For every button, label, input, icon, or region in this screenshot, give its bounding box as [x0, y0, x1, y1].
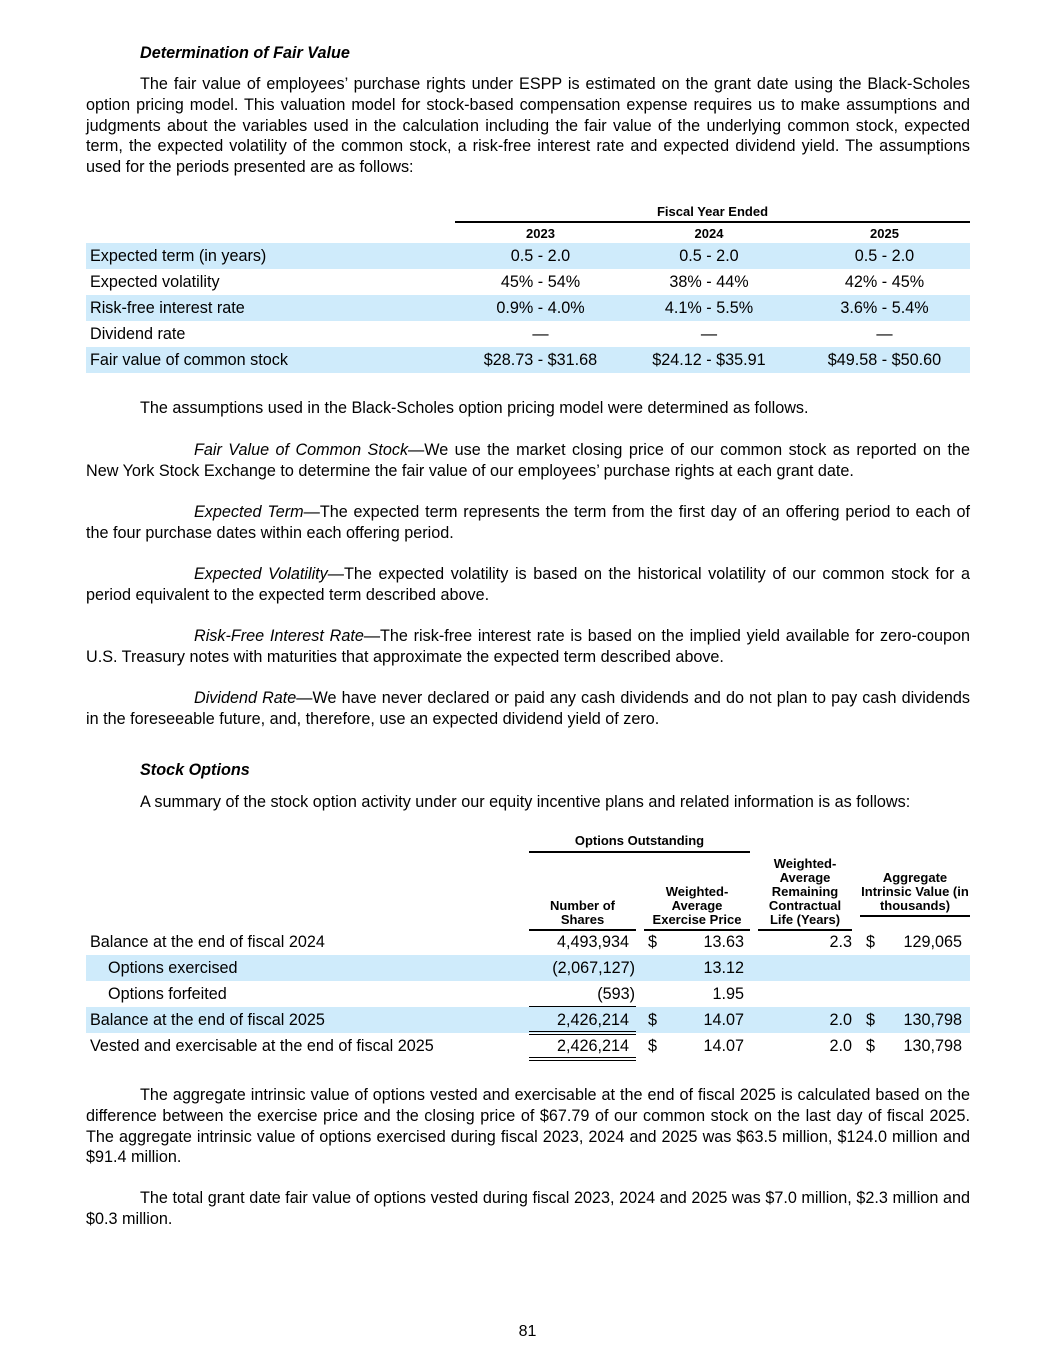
table-row	[86, 243, 970, 269]
life-value: 2.3	[829, 933, 852, 951]
year-header: 2023	[455, 226, 626, 245]
year-header: 2024	[627, 226, 791, 245]
shares-value: 2,426,214	[556, 1037, 629, 1055]
row-label: Risk-free interest rate	[90, 299, 245, 317]
row-label: Options exercised	[108, 959, 238, 977]
shares-value: (2,067,127)	[552, 959, 635, 977]
table-row	[86, 929, 970, 955]
total-double-underline	[529, 1057, 636, 1061]
price-value: 1.95	[712, 985, 744, 1003]
currency-symbol: $	[648, 933, 658, 951]
assumption-term: Risk-Free Interest Rate	[194, 627, 364, 645]
price-value: 14.07	[703, 1037, 744, 1055]
intrinsic-value: 129,065	[903, 933, 962, 951]
cell-value: $49.58 - $50.60	[827, 351, 942, 369]
col-intrinsic-value: Aggregate Intrinsic Value (in thousands)	[860, 871, 970, 917]
cell-value: 0.5 - 2.0	[854, 247, 915, 265]
row-label: Options forfeited	[108, 985, 227, 1003]
table-row	[86, 295, 970, 321]
options-outstanding-header: Options Outstanding	[529, 834, 750, 853]
row-label: Balance at the end of fiscal 2025	[90, 1011, 325, 1029]
page-number: 81	[518, 1323, 537, 1340]
shares-value: 4,493,934	[556, 933, 629, 951]
grant-fair-value-paragraph: The total grant date fair value of options vested during fiscal 2023, 2024 and 2025 was $7.0 million, $2.3 million and $0.3 million.	[86, 1189, 970, 1228]
cell-value: 4.1% - 5.5%	[664, 299, 754, 317]
table-row	[86, 321, 970, 347]
currency-symbol: $	[648, 1037, 658, 1055]
row-label: Vested and exercisable at the end of fiscal 2025	[90, 1037, 434, 1055]
cell-value: —	[700, 325, 718, 343]
currency-symbol: $	[648, 1011, 658, 1029]
currency-symbol: $	[866, 1037, 876, 1055]
year-header: 2025	[799, 226, 970, 245]
fair-value-heading: Determination of Fair Value	[140, 44, 350, 62]
shares-value: (593)	[597, 985, 635, 1003]
stock-options-heading: Stock Options	[140, 761, 250, 779]
row-label: Balance at the end of fiscal 2024	[90, 933, 325, 951]
cell-value: 3.6% - 5.4%	[840, 299, 929, 317]
assumption-term: Expected Volatility	[194, 565, 328, 583]
row-label: Dividend rate	[90, 325, 186, 343]
currency-symbol: $	[866, 933, 876, 951]
life-value: 2.0	[829, 1011, 852, 1029]
assumption-paragraph: Fair Value of Common Stock—We use the market closing price of our common stock as reported on the New York Stock Exchange to determine the fair value of our employees’ purchase rights at each grant date.	[86, 441, 970, 480]
col-remaining-life: Weighted-Average Remaining Contractual Life (Years)	[758, 857, 852, 931]
cell-value: 38% - 44%	[669, 273, 749, 291]
cell-value: 45% - 54%	[500, 273, 581, 291]
intrinsic-value: 130,798	[903, 1037, 962, 1055]
col-number-of-shares: Number of Shares	[529, 899, 636, 931]
assumption-term: Fair Value of Common Stock	[194, 441, 409, 459]
currency-symbol: $	[866, 1011, 876, 1029]
stock-options-intro: A summary of the stock option activity under our equity incentive plans and related information is as follows:	[140, 793, 911, 811]
table-row	[86, 955, 970, 981]
cell-value: $28.73 - $31.68	[483, 351, 598, 369]
price-value: 13.12	[703, 959, 744, 977]
table-row	[86, 1033, 970, 1059]
row-label: Expected volatility	[90, 273, 220, 291]
assumption-paragraph: Expected Term—The expected term represents the term from the first day of an offering period to each of the four purchase dates within each offering period.	[86, 503, 970, 542]
price-value: 14.07	[703, 1011, 744, 1029]
intrinsic-value-paragraph: The aggregate intrinsic value of options vested and exercisable at the end of fiscal 2025 is calculated based on the difference between the exercise price and the closing price of $67.79 of our common stock on the last day of fiscal 2025. The aggregate intrinsic value of options exercised during fiscal 2023, 2024 and 2025 was $63.5 million, $124.0 million and $91.4 million.	[86, 1086, 970, 1167]
row-label: Expected term (in years)	[90, 247, 267, 265]
cell-value: 0.5 - 2.0	[510, 247, 571, 265]
cell-value: —	[876, 325, 893, 343]
shares-value: 2,426,214	[556, 1011, 629, 1029]
assumption-term: Dividend Rate	[194, 689, 297, 707]
assumption-paragraph: Dividend Rate—We have never declared or paid any cash dividends and do not plan to pay cash dividends in the foreseeable future, and, therefore, use an expected dividend yield of zero.	[86, 689, 970, 728]
table-row	[86, 347, 970, 373]
cell-value: 0.9% - 4.0%	[496, 299, 585, 317]
col-exercise-price: Weighted-Average Exercise Price	[644, 885, 750, 931]
price-value: 13.63	[703, 933, 744, 951]
cell-value: —	[532, 325, 549, 343]
cell-value: $24.12 - $35.91	[652, 351, 766, 369]
cell-value: 42% - 45%	[844, 273, 925, 291]
table-row	[86, 269, 970, 295]
assumptions-intro: The assumptions used in the Black-Scholes option pricing model were determined as follows.	[140, 399, 809, 417]
assumption-term: Expected Term	[194, 503, 304, 521]
cell-value: 0.5 - 2.0	[679, 247, 739, 265]
assumption-paragraph: Expected Volatility—The expected volatility is based on the historical volatility of our common stock for a period equivalent to the expected term described above.	[86, 565, 970, 604]
fiscal-year-ended-header: Fiscal Year Ended	[455, 204, 970, 223]
row-label: Fair value of common stock	[90, 351, 288, 369]
table-row	[86, 1007, 970, 1033]
fair-value-intro: The fair value of employees’ purchase rights under ESPP is estimated on the grant date using the Black-Scholes option pricing model. This valuation model for stock-based compensation expense requires us to make assumptions and judgments about the variables used in the calculation including the fair value of the underlying common stock, expected term, the expected volatility of the common stock, a risk-free interest rate and expected dividend yield. The assumptions used for the periods presented are as follows:	[86, 75, 970, 177]
table-row	[86, 981, 970, 1007]
intrinsic-value: 130,798	[903, 1011, 962, 1029]
assumption-paragraph: Risk-Free Interest Rate—The risk-free interest rate is based on the implied yield available for zero-coupon U.S. Treasury notes with maturities that approximate the expected term described above.	[86, 627, 970, 666]
life-value: 2.0	[829, 1037, 852, 1055]
